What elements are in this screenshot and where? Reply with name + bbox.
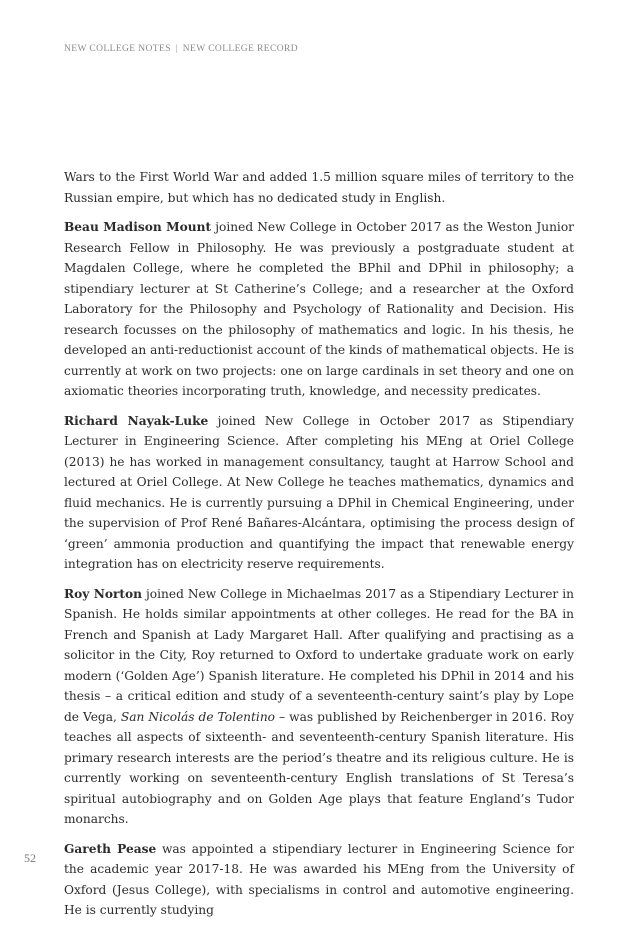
page-number: 52 [24,851,36,865]
work-title: San Nicolás de Tolentino [120,709,276,724]
paragraph-text: joined New College in October 2017 as Stipendiary Lecturer in Engineering Science. After completing his MEng at Oriel College (2013) he has worked in management consultancy, taught at Harrow School and lectured at Oriel College. At New College he teaches mathematics, dynamics and fluid mechanics. He is currently pursuing a DPhil in Chemical Engineering, under the supervision of Prof René Bañares-Alcántara, optimising the process design of ‘green’ ammonia production and quantifying the impact that renewable energy integration has on electricity reserve requirements. [64,413,574,571]
person-name: Richard Nayak-Luke [64,413,209,428]
header-section: NEW COLLEGE NOTES [64,44,171,54]
running-header [64,44,298,54]
paragraph-text: Wars to the First World War and added 1.5 million square miles of territory to the Russian empire, but which has no dedicated study in English. [64,170,574,205]
paragraph-text: was appointed a stipendiary lecturer in Engineering Science for the academic year 2017-18. He was awarded his MEng from the University of Oxford (Jesus College), with specialisms in control and automotive engineering. He is currently studying [64,841,574,917]
paragraph-richard-nayak-luke [64,411,574,575]
paragraph-continuation [64,167,574,208]
paragraph-gareth-pease [64,839,574,921]
person-name: Gareth Pease [64,841,157,856]
person-name: Roy Norton [64,586,143,601]
paragraph-roy-norton [64,584,574,830]
person-name: Beau Madison Mount [64,220,212,234]
body-text [64,167,574,930]
header-publication: NEW COLLEGE RECORD [182,44,298,54]
paragraph-text: joined New College in October 2017 as the Weston Junior Research Fellow in Philosophy. He was previously a postgraduate student at Magdalen College, where he completed the BPhil and DPhil in philosophy; a stipendiary lecturer at St Catherine’s College; and a researcher at the Oxford Laboratory for the Philosophy and Psychology of Rationality and Decision. His research focusses on the philosophy of mathematics and logic. In his thesis, he developed an anti-reductionist account of the kinds of mathematical objects. He is currently at work on two projects: one on large cardinals in set theory and one on axiomatic theories incorporating truth, knowledge, and necessity predicates. [64,220,574,398]
paragraph-text: joined New College in Michaelmas 2017 as a Stipendiary Lecturer in Spanish. He holds similar appointments at other colleges. He read for the BA in French and Spanish at Lady Margaret Hall. After qualifying and practising as a solicitor in the City, Roy returned to Oxford to undertake graduate work on early modern (‘Golden Age’) Spanish literature. He completed his DPhil in 2014 and his thesis – a critical edition and study of a seventeenth-century saint’s play by Lope de Vega, [64,586,574,724]
paragraph-text: – was published by Reichenberger in 2016. Roy teaches all aspects of sixteenth- and seventeenth-century Spanish literature. His primary research interests are the period’s theatre and its religious culture. He is currently working on seventeenth-century English translations of St Teresa’s spiritual autobiography and on Golden Age plays that feature England’s Tudor monarchs. [64,709,574,826]
header-separator: | [175,44,178,54]
paragraph-beau-madison-mount [64,217,574,402]
